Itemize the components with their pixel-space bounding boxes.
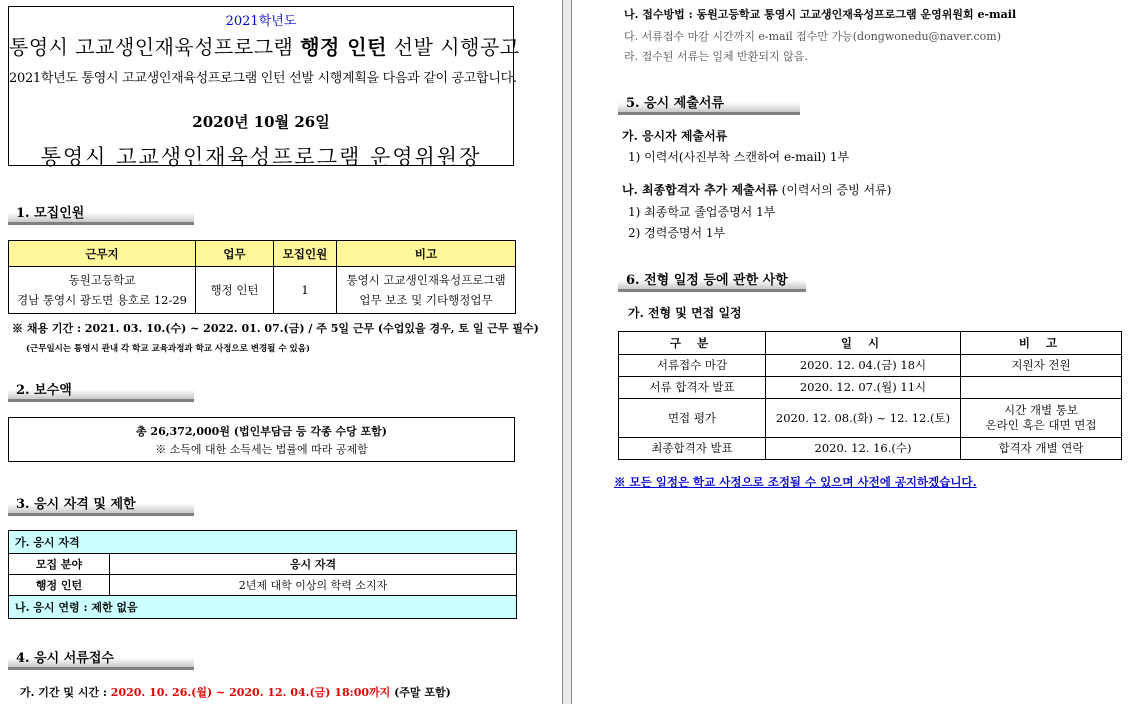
application-method: 나. 접수방법 : 동원고등학교 통영시 고교생인재육성프로그램 운영위원회 e-mail xyxy=(624,8,1017,21)
table-header: 근무지 xyxy=(9,241,196,267)
subheading-note: (이력서의 증빙 서류) xyxy=(777,183,892,197)
notice-year: 2021학년도 xyxy=(225,14,297,29)
field-cell: 행정 인턴 xyxy=(9,575,110,596)
notice-header-box xyxy=(8,6,520,169)
employment-period-subnote: (근무일시는 통영시 관내 각 학교 교육과정과 학교 사정으로 변경될 수 있음) xyxy=(26,344,310,354)
workplace-cell xyxy=(9,267,196,314)
remark-cell xyxy=(961,377,1122,399)
schedule-table xyxy=(618,331,1122,460)
period-suffix: (주말 포함) xyxy=(390,686,451,699)
workplace-address: 경남 통영시 광도면 용호로 12-29 xyxy=(17,293,187,307)
stage-cell: 최종합격자 발표 xyxy=(619,438,766,460)
table-header: 응시 자격 xyxy=(110,554,517,575)
qualification-table xyxy=(8,530,517,619)
notice-organization: 통영시 고교생인재육성프로그램 운영위원장 xyxy=(40,145,482,169)
table-header: 비고 xyxy=(337,241,516,267)
document-page-left xyxy=(0,0,562,704)
age-limit-row: 나. 응시 연령 : 제한 없음 xyxy=(9,596,517,619)
salary-amount: 총 26,372,000원 (법인부담금 등 각종 수당 포함) xyxy=(135,425,388,438)
employment-period-note: ※ 채용 기간 : 2021. 03. 10.(수) ~ 2022. 01. 07.(금) / 주 5일 근무 (수업있을 경우, 토 일 근무 필수) xyxy=(12,322,539,335)
section-heading-salary: 2. 보수액 xyxy=(8,380,194,402)
section-heading-schedule: 6. 전형 일정 등에 관한 사항 xyxy=(618,270,806,292)
remark-cell: 합격자 개별 연락 xyxy=(961,438,1122,460)
table-header: 비 고 xyxy=(961,332,1122,355)
page-gutter xyxy=(562,0,572,704)
section-heading-qualifications: 3. 응시 자격 및 제한 xyxy=(8,494,194,516)
schedule-subheading: 가. 전형 및 면접 일정 xyxy=(628,306,742,320)
recruitment-table xyxy=(8,240,516,314)
email-note: 다. 서류접수 마감 시간까지 e-mail 접수만 가능(dongwonedu@naver.com) xyxy=(624,30,1002,43)
notice-title-part: 통영시 고교생인재육성프로그램 xyxy=(9,35,301,59)
notice-date: 2020년 10월 26일 xyxy=(192,113,330,131)
remark-cell xyxy=(961,399,1122,438)
table-row xyxy=(619,399,1122,438)
notice-title-part: 선발 시행공고 xyxy=(386,35,520,59)
documents-subheading-a: 가. 응시자 제출서류 xyxy=(622,129,728,143)
headcount-cell: 1 xyxy=(274,267,337,314)
notice-title xyxy=(9,31,520,60)
period-value: 2020. 10. 26.(월) ~ 2020. 12. 04.(금) 18:00까지 xyxy=(110,686,391,699)
qualification-cell: 2년제 대학 이상의 학력 소지자 xyxy=(110,575,517,596)
remarks-cell xyxy=(337,267,516,314)
period-label: 가. 기간 및 시간 : xyxy=(20,686,111,699)
remark-line: 시간 개별 통보 xyxy=(1004,403,1078,417)
no-return-note: 라. 접수된 서류는 일체 반환되지 않음. xyxy=(624,50,808,63)
table-row xyxy=(619,377,1122,399)
datetime-cell: 2020. 12. 08.(화) ~ 12. 12.(토) xyxy=(766,399,961,438)
job-cell: 행정 인턴 xyxy=(196,267,274,314)
datetime-cell: 2020. 12. 07.(월) 11시 xyxy=(766,377,961,399)
document-item: 1) 이력서(사진부착 스캔하여 e-mail) 1부 xyxy=(628,150,850,164)
subheading-text: 나. 최종합격자 추가 제출서류 xyxy=(622,183,778,197)
notice-intro: 2021학년도 통영시 고교생인재육성프로그램 인턴 선발 시행계획을 다음과 같이 공고합니다. xyxy=(9,71,517,86)
table-header: 업무 xyxy=(196,241,274,267)
table-row xyxy=(9,575,517,596)
notice-title-bold: 행정 인턴 xyxy=(300,35,387,59)
salary-tax-note: ※ 소득에 대한 소득세는 법률에 따라 공제함 xyxy=(155,443,368,456)
table-row xyxy=(619,438,1122,460)
remark-line: 온라인 혹은 대면 면접 xyxy=(985,418,1097,432)
datetime-cell: 2020. 12. 16.(수) xyxy=(766,438,961,460)
remarks-line: 업무 보조 및 기타행정업무 xyxy=(359,293,493,307)
table-header: 일 시 xyxy=(766,332,961,355)
section-heading-application: 4. 응시 서류접수 xyxy=(8,648,194,670)
table-row xyxy=(9,267,516,314)
section-heading-recruitment: 1. 모집인원 xyxy=(8,203,194,225)
documents-subheading-b xyxy=(622,181,891,198)
table-header: 구 분 xyxy=(619,332,766,355)
document-item: 2) 경력증명서 1부 xyxy=(628,226,726,240)
table-header: 모집인원 xyxy=(274,241,337,267)
qualification-subheading: 가. 응시 자격 xyxy=(9,531,517,554)
salary-box xyxy=(8,417,515,462)
stage-cell: 서류접수 마감 xyxy=(619,355,766,377)
remark-cell: 지원자 전원 xyxy=(961,355,1122,377)
stage-cell: 서류 합격자 발표 xyxy=(619,377,766,399)
workplace-name: 동원고등학교 xyxy=(68,273,136,287)
remarks-line: 통영시 고교생인재육성프로그램 xyxy=(346,273,506,287)
section-heading-documents: 5. 응시 제출서류 xyxy=(618,93,800,115)
schedule-footnote: ※ 모든 일정은 학교 사정으로 조정될 수 있으며 사전에 공지하겠습니다. xyxy=(614,475,977,489)
document-item: 1) 최종학교 졸업증명서 1부 xyxy=(628,205,776,219)
application-period xyxy=(20,684,451,700)
datetime-cell: 2020. 12. 04.(금) 18시 xyxy=(766,355,961,377)
table-row xyxy=(619,355,1122,377)
stage-cell: 면접 평가 xyxy=(619,399,766,438)
table-header: 모집 분야 xyxy=(9,554,110,575)
